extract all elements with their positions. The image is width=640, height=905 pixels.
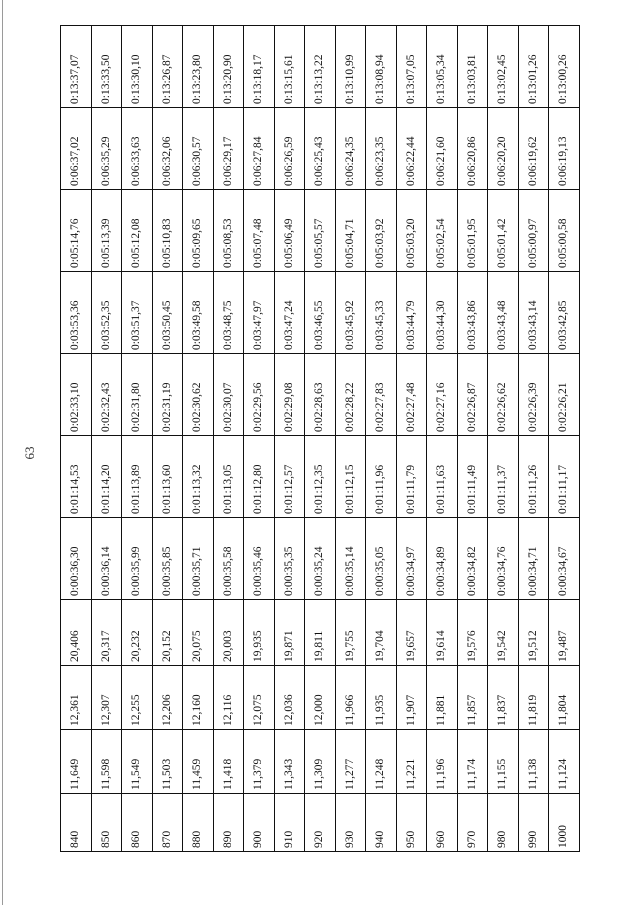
table-cell: 0:00:36,14 xyxy=(91,518,122,600)
table-cell-key: 850 xyxy=(91,794,122,852)
table-cell-key: 960 xyxy=(427,794,458,852)
table-cell: 20,075 xyxy=(183,600,214,666)
table-cell: 0:01:11,96 xyxy=(366,436,397,518)
table-cell: 11,503 xyxy=(152,730,183,794)
table-row xyxy=(488,26,519,852)
table-cell: 0:02:26,62 xyxy=(488,354,519,436)
table-cell: 0:03:47,97 xyxy=(244,272,275,354)
table-cell: 0:01:11,17 xyxy=(549,436,580,518)
table-cell-key: 870 xyxy=(152,794,183,852)
table-cell: 0:01:12,80 xyxy=(244,436,275,518)
table-cell: 11,907 xyxy=(396,666,427,730)
table-cell: 0:13:08,94 xyxy=(366,26,397,108)
table-cell: 0:00:36,30 xyxy=(61,518,92,600)
table-cell: 0:03:42,85 xyxy=(549,272,580,354)
table-cell: 11,819 xyxy=(518,666,549,730)
table-row xyxy=(274,26,305,852)
table-cell: 0:00:34,71 xyxy=(518,518,549,600)
table-cell: 12,116 xyxy=(213,666,244,730)
table-row xyxy=(549,26,580,852)
table-row xyxy=(152,26,183,852)
table-cell: 12,036 xyxy=(274,666,305,730)
table-cell: 0:05:00,58 xyxy=(549,190,580,272)
table-cell: 0:13:33,50 xyxy=(91,26,122,108)
table-cell: 0:06:24,35 xyxy=(335,108,366,190)
table-cell: 0:02:29,56 xyxy=(244,354,275,436)
table-cell: 0:01:12,57 xyxy=(274,436,305,518)
table-cell: 0:03:45,92 xyxy=(335,272,366,354)
table-cell-key: 900 xyxy=(244,794,275,852)
table-cell: 0:02:30,07 xyxy=(213,354,244,436)
table-cell: 0:03:46,55 xyxy=(305,272,336,354)
table-cell: 0:00:35,58 xyxy=(213,518,244,600)
table-cell: 0:01:11,37 xyxy=(488,436,519,518)
table-cell: 0:02:27,48 xyxy=(396,354,427,436)
table-cell: 11,857 xyxy=(457,666,488,730)
table-cell: 12,000 xyxy=(305,666,336,730)
table-row xyxy=(457,26,488,852)
table-cell-key: 890 xyxy=(213,794,244,852)
table-cell-key: 920 xyxy=(305,794,336,852)
table-row xyxy=(183,26,214,852)
table-cell: 0:05:03,92 xyxy=(366,190,397,272)
table-cell-key: 990 xyxy=(518,794,549,852)
table-row xyxy=(518,26,549,852)
table-cell: 0:13:01,26 xyxy=(518,26,549,108)
table-cell: 0:06:33,63 xyxy=(122,108,153,190)
table-cell: 0:05:09,65 xyxy=(183,190,214,272)
table-cell: 0:01:14,20 xyxy=(91,436,122,518)
table-cell: 0:03:48,75 xyxy=(213,272,244,354)
table-cell: 0:05:03,20 xyxy=(396,190,427,272)
table-cell: 0:00:35,71 xyxy=(183,518,214,600)
table-cell: 0:03:43,48 xyxy=(488,272,519,354)
table-cell: 0:03:50,45 xyxy=(152,272,183,354)
table-cell: 0:13:15,61 xyxy=(274,26,305,108)
table-cell: 12,075 xyxy=(244,666,275,730)
table-cell: 0:13:03,81 xyxy=(457,26,488,108)
table-cell: 0:02:26,87 xyxy=(457,354,488,436)
table-cell: 0:13:37,07 xyxy=(61,26,92,108)
table-cell: 0:05:00,97 xyxy=(518,190,549,272)
table-cell: 11,881 xyxy=(427,666,458,730)
table-cell: 0:01:11,63 xyxy=(427,436,458,518)
table-cell: 11,124 xyxy=(549,730,580,794)
table-cell: 0:01:13,05 xyxy=(213,436,244,518)
rotated-table-region xyxy=(60,30,580,852)
table-cell: 0:13:10,99 xyxy=(335,26,366,108)
table-cell: 0:06:20,20 xyxy=(488,108,519,190)
table-cell: 20,317 xyxy=(91,600,122,666)
table-cell: 0:01:11,79 xyxy=(396,436,427,518)
table-cell: 0:00:35,99 xyxy=(122,518,153,600)
table-cell: 0:02:28,63 xyxy=(305,354,336,436)
table-cell: 0:01:12,35 xyxy=(305,436,336,518)
table-cell: 19,935 xyxy=(244,600,275,666)
table-cell: 0:05:02,54 xyxy=(427,190,458,272)
table-cell: 0:01:11,26 xyxy=(518,436,549,518)
table-cell: 0:03:43,14 xyxy=(518,272,549,354)
table-cell: 19,811 xyxy=(305,600,336,666)
table-cell: 0:05:12,08 xyxy=(122,190,153,272)
table-cell: 0:13:13,22 xyxy=(305,26,336,108)
table-row xyxy=(305,26,336,852)
table-cell: 0:06:22,44 xyxy=(396,108,427,190)
table-cell: 0:02:30,62 xyxy=(183,354,214,436)
table-cell: 0:05:01,42 xyxy=(488,190,519,272)
table-cell: 0:05:01,95 xyxy=(457,190,488,272)
table-cell: 0:02:27,83 xyxy=(366,354,397,436)
table-cell: 0:03:44,30 xyxy=(427,272,458,354)
data-table xyxy=(60,25,580,852)
table-cell: 0:06:20,86 xyxy=(457,108,488,190)
table-cell: 0:06:35,29 xyxy=(91,108,122,190)
table-cell: 20,152 xyxy=(152,600,183,666)
table-cell-key: 980 xyxy=(488,794,519,852)
table-body xyxy=(61,26,580,852)
table-cell: 0:02:33,10 xyxy=(61,354,92,436)
table-cell: 12,206 xyxy=(152,666,183,730)
scan-edge-line xyxy=(2,0,3,905)
table-cell: 11,155 xyxy=(488,730,519,794)
table-cell: 11,196 xyxy=(427,730,458,794)
table-cell: 0:06:23,35 xyxy=(366,108,397,190)
table-cell: 12,307 xyxy=(91,666,122,730)
table-row xyxy=(61,26,92,852)
table-cell: 0:03:52,35 xyxy=(91,272,122,354)
table-cell: 0:00:35,14 xyxy=(335,518,366,600)
table-cell: 11,174 xyxy=(457,730,488,794)
table-cell: 11,966 xyxy=(335,666,366,730)
table-cell: 0:01:13,32 xyxy=(183,436,214,518)
table-cell: 0:00:35,24 xyxy=(305,518,336,600)
table-cell: 0:03:47,24 xyxy=(274,272,305,354)
table-cell: 0:02:32,43 xyxy=(91,354,122,436)
table-cell: 0:06:25,43 xyxy=(305,108,336,190)
table-cell: 12,361 xyxy=(61,666,92,730)
table-row xyxy=(366,26,397,852)
table-cell: 0:05:08,53 xyxy=(213,190,244,272)
table-cell-key: 930 xyxy=(335,794,366,852)
table-cell: 20,232 xyxy=(122,600,153,666)
table-cell: 0:13:07,05 xyxy=(396,26,427,108)
table-cell: 0:13:26,87 xyxy=(152,26,183,108)
table-row xyxy=(335,26,366,852)
table-cell: 0:00:35,05 xyxy=(366,518,397,600)
table-cell: 12,255 xyxy=(122,666,153,730)
table-cell: 11,343 xyxy=(274,730,305,794)
table-cell: 0:00:35,35 xyxy=(274,518,305,600)
table-cell: 0:13:05,34 xyxy=(427,26,458,108)
table-cell: 0:05:14,76 xyxy=(61,190,92,272)
table-cell: 11,221 xyxy=(396,730,427,794)
table-cell: 11,598 xyxy=(91,730,122,794)
table-cell-key: 950 xyxy=(396,794,427,852)
table-cell-key: 910 xyxy=(274,794,305,852)
table-cell: 0:06:19,62 xyxy=(518,108,549,190)
table-cell: 0:02:31,80 xyxy=(122,354,153,436)
table-cell: 0:02:26,39 xyxy=(518,354,549,436)
table-cell-key: 940 xyxy=(366,794,397,852)
table-row xyxy=(244,26,275,852)
table-cell-key: 880 xyxy=(183,794,214,852)
table-cell: 0:00:35,85 xyxy=(152,518,183,600)
table-cell: 0:01:13,60 xyxy=(152,436,183,518)
table-cell: 0:02:26,21 xyxy=(549,354,580,436)
table-cell: 0:00:34,89 xyxy=(427,518,458,600)
table-cell: 0:06:19,13 xyxy=(549,108,580,190)
table-cell: 11,935 xyxy=(366,666,397,730)
table-cell-key: 840 xyxy=(61,794,92,852)
table-cell: 19,542 xyxy=(488,600,519,666)
table-cell: 11,379 xyxy=(244,730,275,794)
table-cell: 11,277 xyxy=(335,730,366,794)
table-cell: 19,487 xyxy=(549,600,580,666)
table-row xyxy=(427,26,458,852)
table-cell: 11,248 xyxy=(366,730,397,794)
table-cell: 0:06:21,60 xyxy=(427,108,458,190)
table-cell: 20,003 xyxy=(213,600,244,666)
table-cell: 0:13:00,26 xyxy=(549,26,580,108)
table-cell: 0:06:30,57 xyxy=(183,108,214,190)
table-cell: 11,138 xyxy=(518,730,549,794)
table-cell: 0:06:32,06 xyxy=(152,108,183,190)
page-number: 63 xyxy=(22,446,37,460)
table-cell: 19,512 xyxy=(518,600,549,666)
table-cell: 0:03:49,58 xyxy=(183,272,214,354)
table-cell: 11,309 xyxy=(305,730,336,794)
table-cell: 0:06:29,17 xyxy=(213,108,244,190)
table-cell: 0:05:07,48 xyxy=(244,190,275,272)
table-cell: 12,160 xyxy=(183,666,214,730)
table-cell: 0:02:29,08 xyxy=(274,354,305,436)
table-cell: 0:00:35,46 xyxy=(244,518,275,600)
table-cell: 0:03:44,79 xyxy=(396,272,427,354)
table-cell: 0:05:13,39 xyxy=(91,190,122,272)
table-cell: 0:13:30,10 xyxy=(122,26,153,108)
table-cell-key: 970 xyxy=(457,794,488,852)
table-cell: 0:01:11,49 xyxy=(457,436,488,518)
table-cell: 19,576 xyxy=(457,600,488,666)
table-cell: 0:01:14,53 xyxy=(61,436,92,518)
table-cell: 0:00:34,67 xyxy=(549,518,580,600)
table-cell: 0:06:26,59 xyxy=(274,108,305,190)
table-cell: 11,837 xyxy=(488,666,519,730)
table-cell: 0:03:53,36 xyxy=(61,272,92,354)
table-cell: 11,459 xyxy=(183,730,214,794)
table-cell: 0:00:34,97 xyxy=(396,518,427,600)
table-cell: 11,549 xyxy=(122,730,153,794)
table-row xyxy=(396,26,427,852)
table-cell: 19,704 xyxy=(366,600,397,666)
table-cell: 0:02:27,16 xyxy=(427,354,458,436)
table-cell: 0:00:34,82 xyxy=(457,518,488,600)
table-cell: 11,649 xyxy=(61,730,92,794)
table-cell: 0:05:06,49 xyxy=(274,190,305,272)
table-cell: 0:01:12,15 xyxy=(335,436,366,518)
table-cell: 0:13:20,90 xyxy=(213,26,244,108)
table-cell: 0:01:13,89 xyxy=(122,436,153,518)
table-cell: 19,755 xyxy=(335,600,366,666)
table-cell: 0:03:51,37 xyxy=(122,272,153,354)
table-cell: 19,871 xyxy=(274,600,305,666)
table-cell: 0:06:37,02 xyxy=(61,108,92,190)
table-cell: 0:13:02,45 xyxy=(488,26,519,108)
table-cell: 11,418 xyxy=(213,730,244,794)
table-cell: 0:00:34,76 xyxy=(488,518,519,600)
table-cell: 19,657 xyxy=(396,600,427,666)
table-cell: 0:02:31,19 xyxy=(152,354,183,436)
table-cell: 0:03:43,86 xyxy=(457,272,488,354)
table-cell: 0:13:18,17 xyxy=(244,26,275,108)
table-cell: 0:05:05,57 xyxy=(305,190,336,272)
table-cell: 11,804 xyxy=(549,666,580,730)
table-cell: 0:05:04,71 xyxy=(335,190,366,272)
table-cell: 0:13:23,80 xyxy=(183,26,214,108)
table-cell-key: 860 xyxy=(122,794,153,852)
table-wrapper xyxy=(60,30,580,852)
table-cell-key: 1000 xyxy=(549,794,580,852)
table-row xyxy=(122,26,153,852)
table-row xyxy=(91,26,122,852)
table-row xyxy=(213,26,244,852)
table-cell: 0:03:45,33 xyxy=(366,272,397,354)
table-cell: 19,614 xyxy=(427,600,458,666)
table-cell: 0:02:28,22 xyxy=(335,354,366,436)
table-cell: 20,406 xyxy=(61,600,92,666)
table-cell: 0:05:10,83 xyxy=(152,190,183,272)
table-cell: 0:06:27,84 xyxy=(244,108,275,190)
